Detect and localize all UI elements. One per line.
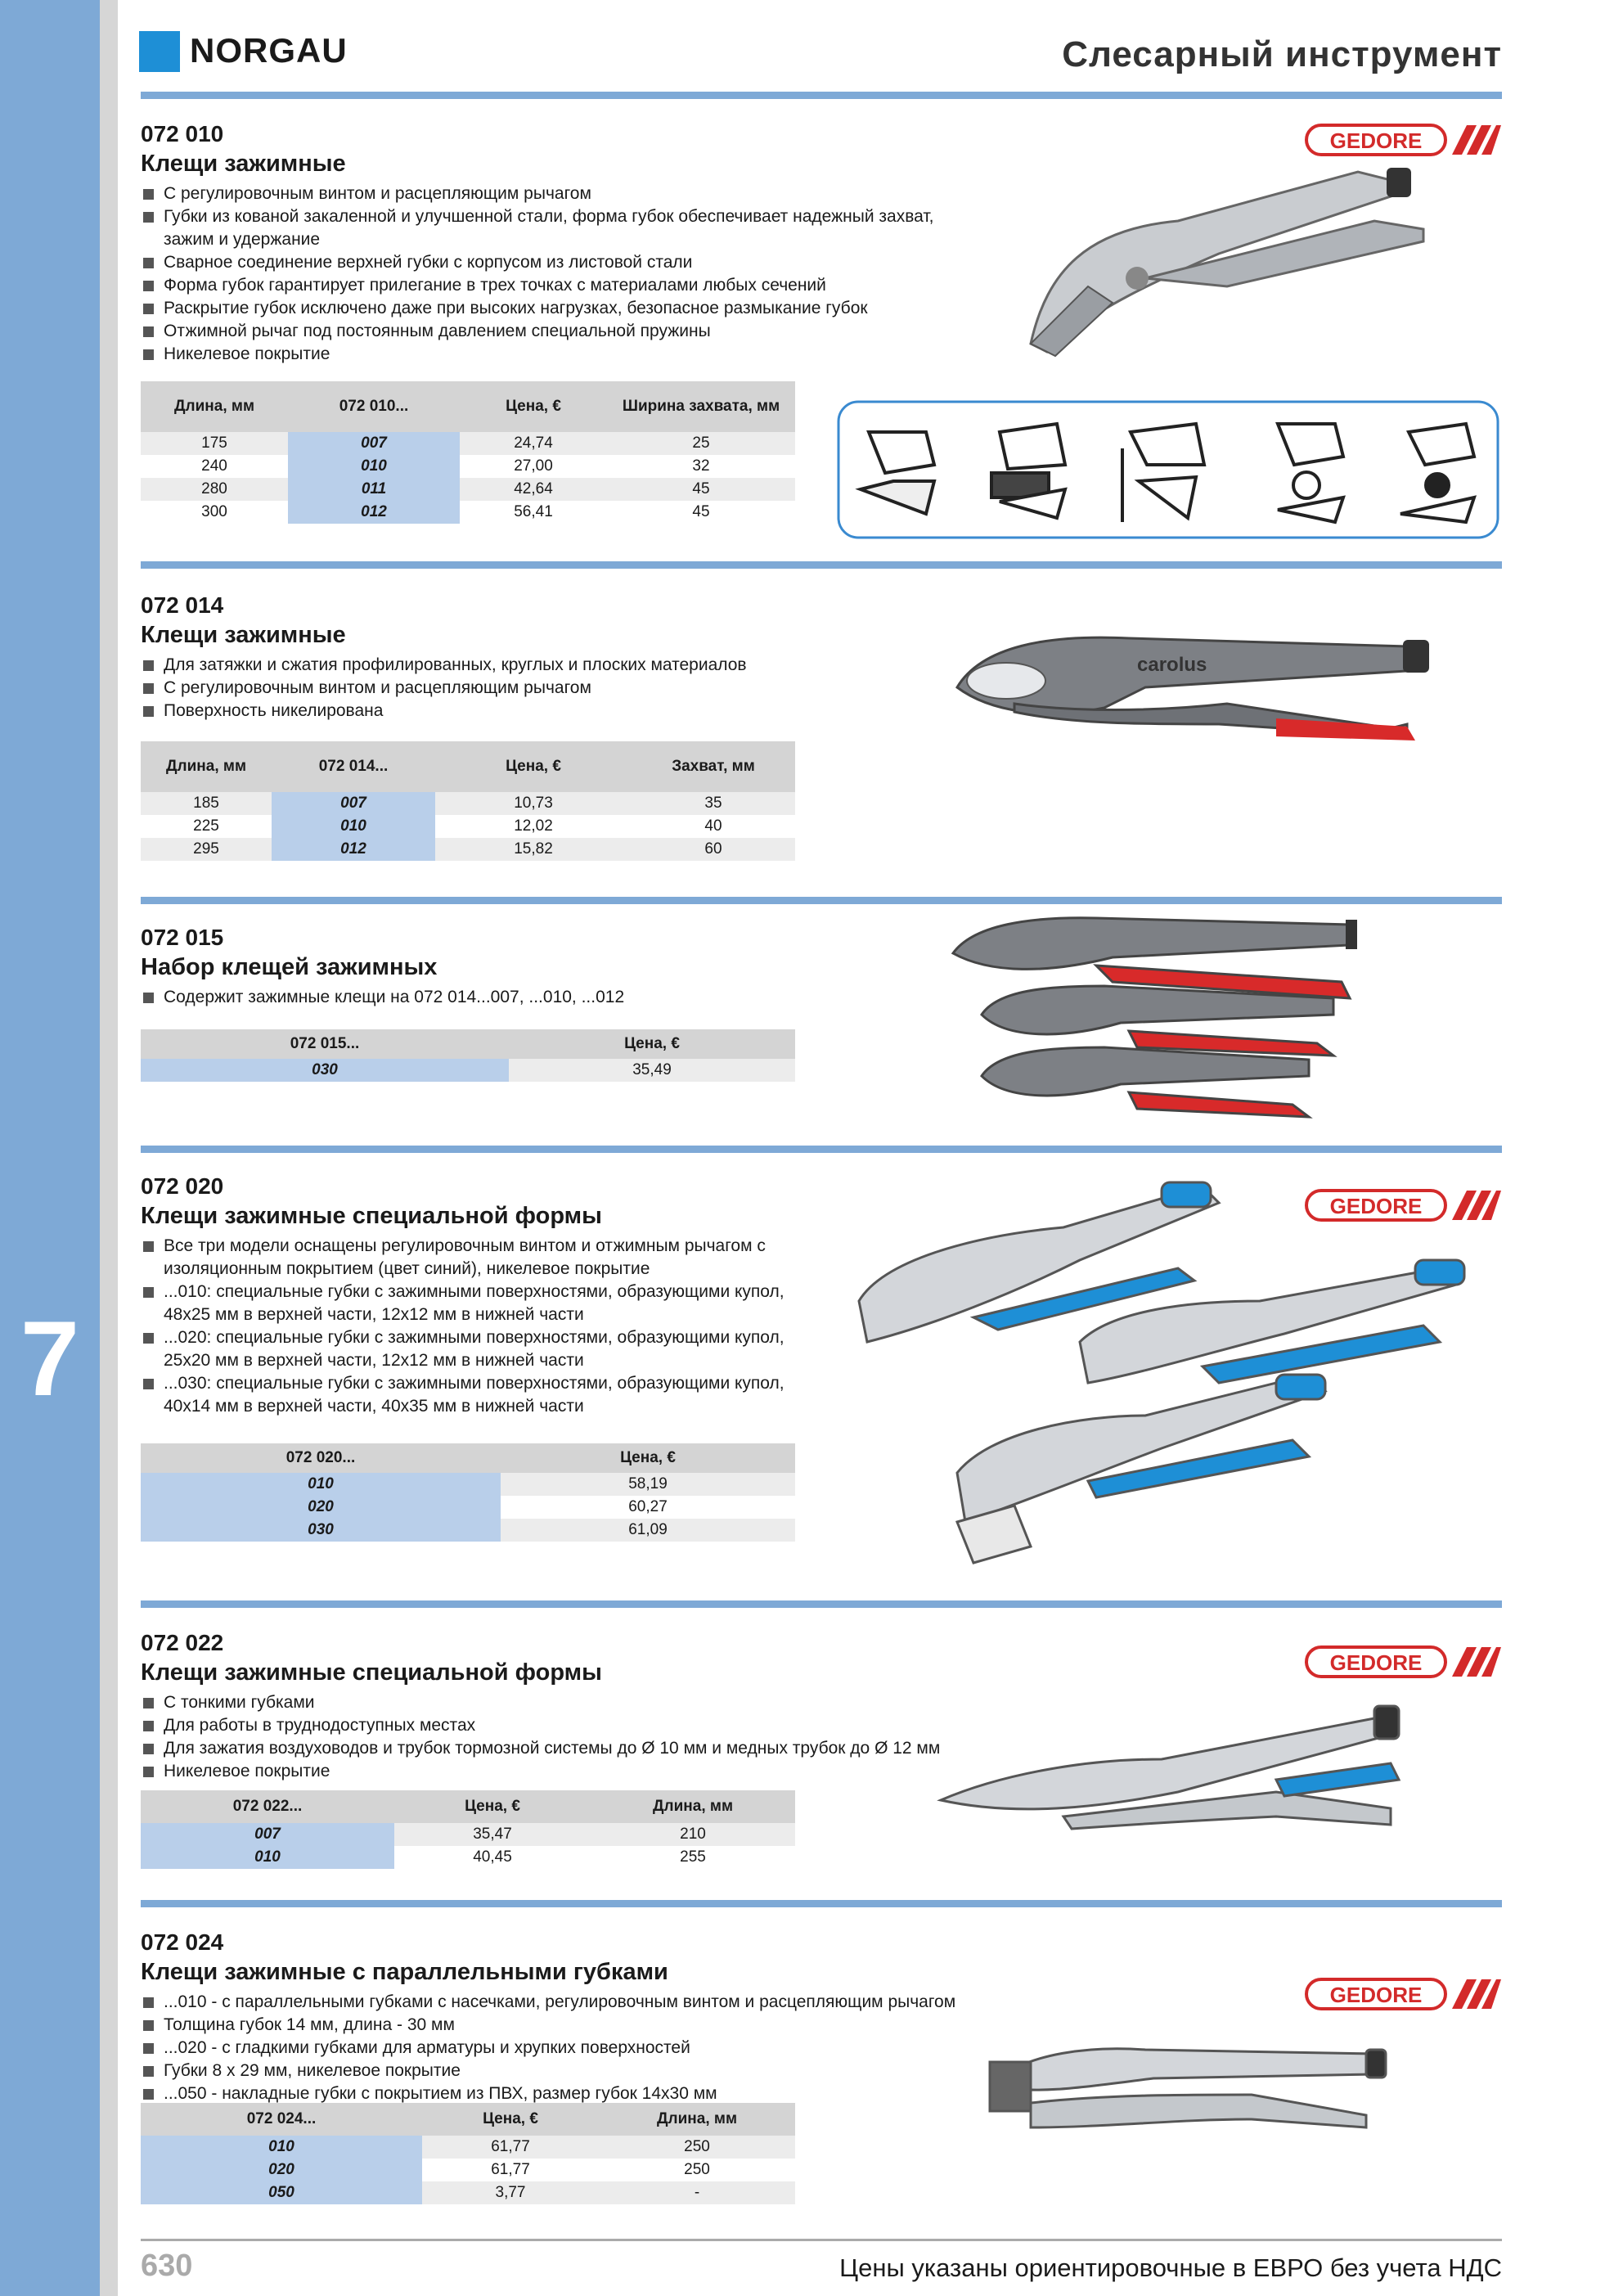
product-code: 072 015 <box>141 925 224 950</box>
table-row: 050 3,77 - <box>141 2181 795 2204</box>
gedore-logo <box>1305 1977 1501 2011</box>
column-header: Цена, € <box>422 2103 599 2136</box>
product-title: Клещи зажимные специальной формы <box>141 1203 602 1229</box>
thin-jaw-pliers-image <box>933 1702 1407 1841</box>
product-code: 072 020 <box>141 1173 224 1199</box>
article-cell: 010 <box>272 815 435 838</box>
pliers-set-image <box>949 908 1358 1141</box>
feature-item: ...010: специальные губки с зажимными поверхностями, образующими купол, 48x25 мм в верхней части, 12x12 мм в нижней части <box>141 1281 820 1326</box>
feature-item: Сварное соединение верхней губки с корпусом из листовой стали <box>141 251 959 274</box>
feature-list <box>141 1691 1041 1783</box>
column-header: Длина, мм <box>141 741 272 792</box>
gedore-logo <box>1305 1645 1501 1679</box>
table-row: 007 35,47 210 <box>141 1823 795 1846</box>
feature-item: Раскрытие губок исключено даже при высоких нагрузках, безопасное размыкание губок <box>141 297 959 320</box>
feature-item: Губки из кованой закаленной и улучшенной стали, форма губок обеспечивает надежный захват, зажим и удержание <box>141 205 959 251</box>
price-table <box>141 1443 795 1542</box>
article-cell: 010 <box>141 1846 394 1869</box>
column-header: 072 024... <box>141 2103 422 2136</box>
feature-item: Никелевое покрытие <box>141 343 959 366</box>
feature-item: Губки 8 х 29 мм, никелевое покрытие <box>141 2060 1081 2082</box>
column-header: Цена, € <box>435 741 632 792</box>
column-header: Длина, мм <box>141 381 288 432</box>
feature-item: С регулировочным винтом и расцепляющим рычагом <box>141 182 959 205</box>
feature-list <box>141 654 959 723</box>
divider <box>141 561 1502 569</box>
table-row: 010 61,77 250 <box>141 2136 795 2159</box>
svg-text:GEDORE: GEDORE <box>1329 1983 1423 2007</box>
brand-logo: NORGAU <box>190 31 348 70</box>
column-header: Длина, мм <box>591 1790 795 1823</box>
special-pliers-image <box>851 1178 1497 1587</box>
table-row: 010 58,19 <box>141 1473 795 1496</box>
article-cell: 007 <box>141 1823 394 1846</box>
article-cell: 012 <box>288 501 460 524</box>
jaw-profiles-diagram <box>836 399 1500 540</box>
product-title: Клещи зажимные <box>141 622 346 648</box>
price-table <box>141 1029 795 1082</box>
article-cell: 020 <box>141 2159 422 2181</box>
table-row: 300 012 56,41 45 <box>141 501 795 524</box>
sidebar <box>0 0 100 2296</box>
feature-list <box>141 986 959 1009</box>
gedore-logo <box>1305 123 1501 157</box>
product-title: Клещи зажимные <box>141 151 346 177</box>
feature-item: ...050 - накладные губки с покрытием из ПВХ, размер губок 14x30 мм <box>141 2082 1081 2105</box>
article-cell: 012 <box>272 838 435 861</box>
divider <box>141 1900 1502 1907</box>
page-category: Слесарный инструмент <box>1062 34 1502 74</box>
price-table <box>141 381 795 524</box>
article-cell: 050 <box>141 2181 422 2204</box>
table-row: 280 011 42,64 45 <box>141 478 795 501</box>
feature-item: Форма губок гарантирует прилегание в трех точках с материалами любых сечений <box>141 274 959 297</box>
feature-list <box>141 182 959 366</box>
article-cell: 007 <box>288 432 460 455</box>
column-header: Цена, € <box>394 1790 591 1823</box>
svg-text:carolus: carolus <box>1137 654 1207 676</box>
divider <box>141 92 1502 99</box>
feature-list <box>141 1991 1081 2105</box>
article-cell: 030 <box>141 1059 509 1082</box>
locking-pliers-image <box>1014 164 1440 360</box>
table-row: 225 010 12,02 40 <box>141 815 795 838</box>
svg-text:GEDORE: GEDORE <box>1329 1194 1423 1218</box>
article-cell: 010 <box>141 1473 501 1496</box>
feature-item: Поверхность никелирована <box>141 700 959 723</box>
column-header: 072 010... <box>288 381 460 432</box>
feature-item: ...010 - с параллельными губками с насечками, регулировочным винтом и расцепляющим рычагом <box>141 1991 1081 2014</box>
feature-item: Отжимной рычаг под постоянным давлением специальной пружины <box>141 320 959 343</box>
price-table <box>141 1790 795 1869</box>
footer-note: Цены указаны ориентировочные в ЕВРО без учета НДС <box>839 2253 1502 2282</box>
table-row: 175 007 24,74 25 <box>141 432 795 455</box>
parallel-jaw-pliers-image <box>982 2037 1407 2144</box>
svg-text:GEDORE: GEDORE <box>1329 128 1423 153</box>
table-row: 185 007 10,73 35 <box>141 792 795 815</box>
feature-item: ...020: специальные губки с зажимными поверхностями, образующими купол, 25x20 мм в верхней части, 12x12 мм в нижней части <box>141 1326 820 1372</box>
column-header: 072 020... <box>141 1443 501 1473</box>
carolus-pliers-image <box>949 622 1456 745</box>
feature-item: С регулировочным винтом и расцепляющим рычагом <box>141 677 959 700</box>
product-title: Клещи зажимные с параллельными губками <box>141 1959 668 1985</box>
footer-divider <box>141 2239 1502 2241</box>
column-header: Длина, мм <box>599 2103 795 2136</box>
feature-item: Никелевое покрытие <box>141 1760 1041 1783</box>
column-header: Захват, мм <box>632 741 795 792</box>
article-cell: 030 <box>141 1519 501 1542</box>
svg-text:GEDORE: GEDORE <box>1329 1650 1423 1675</box>
column-header: Цена, € <box>460 381 607 432</box>
feature-item: Для зажатия воздуховодов и трубок тормозной системы до Ø 10 мм и медных трубок до Ø 12 мм <box>141 1737 1041 1760</box>
divider <box>141 897 1502 904</box>
column-header: Цена, € <box>509 1029 795 1059</box>
divider <box>141 1146 1502 1153</box>
feature-item: Содержит зажимные клещи на 072 014...007, ...010, ...012 <box>141 986 959 1009</box>
article-cell: 011 <box>288 478 460 501</box>
feature-item: ...030: специальные губки с зажимными поверхностями, образующими купол, 40x14 мм в верхней части, 40x35 мм в нижней части <box>141 1372 820 1418</box>
feature-list <box>141 1235 820 1418</box>
column-header: 072 014... <box>272 741 435 792</box>
product-title: Набор клещей зажимных <box>141 954 438 980</box>
column-header: 072 022... <box>141 1790 394 1823</box>
article-cell: 020 <box>141 1496 501 1519</box>
table-row: 020 61,77 250 <box>141 2159 795 2181</box>
article-cell: 007 <box>272 792 435 815</box>
feature-item: Все три модели оснащены регулировочным винтом и отжимным рычагом с изоляционным покрытием (цвет синий), никелевое покрытие <box>141 1235 820 1281</box>
product-code: 072 014 <box>141 592 224 618</box>
price-table <box>141 2103 795 2204</box>
feature-item: ...020 - с гладкими губками для арматуры и хрупких поверхностей <box>141 2037 1081 2060</box>
product-code: 072 024 <box>141 1929 224 1955</box>
table-row: 295 012 15,82 60 <box>141 838 795 861</box>
feature-item: Для затяжки и сжатия профилированных, круглых и плоских материалов <box>141 654 959 677</box>
table-row: 030 61,09 <box>141 1519 795 1542</box>
feature-item: Для работы в труднодоступных местах <box>141 1714 1041 1737</box>
chapter-number: 7 <box>20 1299 80 1418</box>
feature-item: С тонкими губками <box>141 1691 1041 1714</box>
sidebar-stripe <box>100 0 118 2296</box>
table-row: 020 60,27 <box>141 1496 795 1519</box>
table-row: 030 35,49 <box>141 1059 795 1082</box>
feature-item: Толщина губок 14 мм, длина - 30 мм <box>141 2014 1081 2037</box>
column-header: 072 015... <box>141 1029 509 1059</box>
price-table <box>141 741 795 861</box>
article-cell: 010 <box>288 455 460 478</box>
table-row: 240 010 27,00 32 <box>141 455 795 478</box>
page-number: 630 <box>141 2249 193 2283</box>
brand-logo-mark <box>139 31 180 72</box>
divider <box>141 1600 1502 1608</box>
column-header: Цена, € <box>501 1443 795 1473</box>
product-code: 072 010 <box>141 121 224 146</box>
product-code: 072 022 <box>141 1630 224 1655</box>
article-cell: 010 <box>141 2136 422 2159</box>
product-title: Клещи зажимные специальной формы <box>141 1659 602 1686</box>
table-row: 010 40,45 255 <box>141 1846 795 1869</box>
column-header: Ширина захвата, мм <box>607 381 795 432</box>
